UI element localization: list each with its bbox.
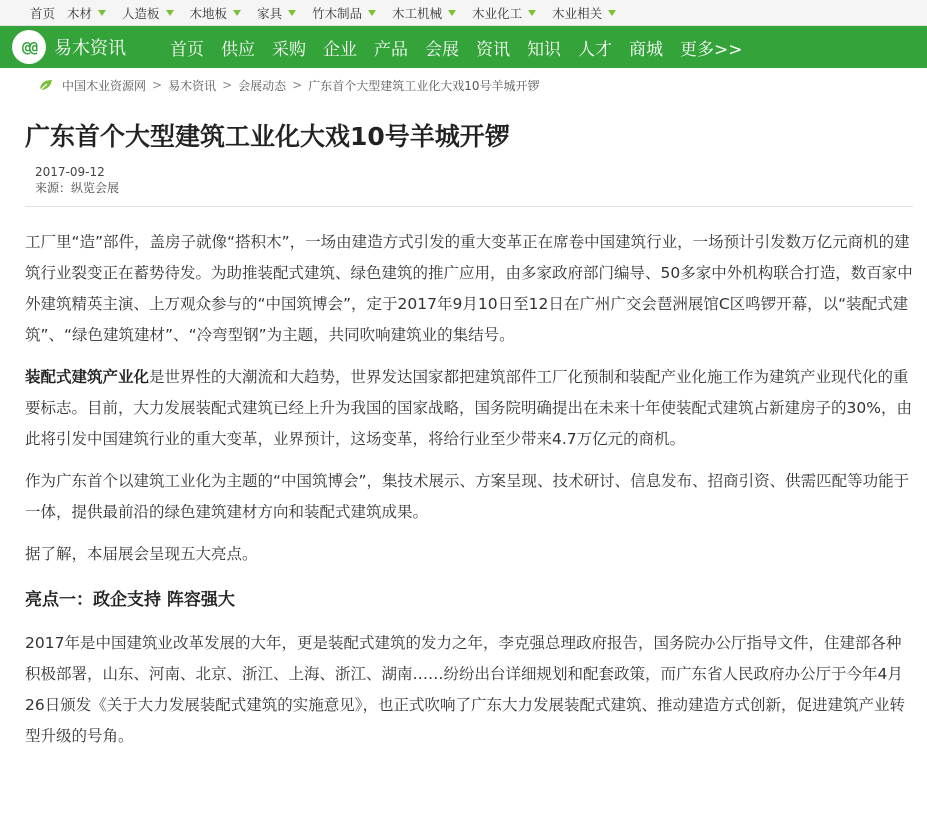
nav-item-exhibition[interactable]: 会展 <box>425 39 459 60</box>
top-category-label: 木地板 <box>189 5 228 21</box>
top-category-label: 木材 <box>67 5 93 21</box>
dropdown-triangle-icon <box>448 10 456 16</box>
breadcrumb-item-news[interactable]: 易木资讯 <box>168 78 217 93</box>
article-meta <box>25 164 913 196</box>
paragraph-5: 2017年是中国建筑业改革发展的大年，更是装配式建筑的发力之年，李克强总理政府报告，国务院办公厅指导文件，住建部各种积极部署，山东、河南、北京、浙江、上海、浙江、湖南……纷纷出台详细规划和配套政策，而广东省人民政府办公厅于今年4月26日颁发《关于大力发展装配式建筑的实施意见》，也正式吹响了广东大力发展装配式建筑、推动建造方式创新，促进建筑产业转型升级的号角。 <box>25 634 905 745</box>
breadcrumb-separator: > <box>292 78 303 92</box>
nav-item-knowledge[interactable]: 知识 <box>527 39 561 60</box>
top-category-label: 人造板 <box>122 5 160 21</box>
brand-name: 易木资讯 <box>54 38 126 59</box>
dropdown-triangle-icon <box>166 10 174 16</box>
main-nav-bar <box>0 26 927 68</box>
paragraph-3: 作为广东首个以建筑工业化为主题的“中国筑博会”，集技术展示、方案呈现、技术研讨、信息发布、招商引资、供需匹配等功能于一体，提供最前沿的绿色建筑建材方向和装配式建筑成果。 <box>25 472 910 521</box>
article <box>0 120 927 752</box>
breadcrumb-item-current: 广东首个大型建筑工业化大戏10号羊城开锣 <box>308 78 540 93</box>
nav-item-news[interactable]: 资讯 <box>476 39 510 60</box>
article-source: 来源：纵览会展 <box>35 181 120 195</box>
top-category-related[interactable] <box>552 4 616 22</box>
brand-logo-icon <box>12 30 46 64</box>
top-category-furniture[interactable] <box>257 4 296 22</box>
top-category-machinery[interactable] <box>392 4 456 22</box>
nav-item-purchase[interactable]: 采购 <box>272 39 306 60</box>
paragraph-2 <box>25 362 913 455</box>
nav-item-product[interactable]: 产品 <box>374 39 408 60</box>
article-title: 广东首个大型建筑工业化大戏10号羊城开锣 <box>25 122 510 151</box>
top-category-label: 竹木制品 <box>312 5 363 21</box>
article-body <box>25 227 913 752</box>
breadcrumb-item-exhibition[interactable]: 会展动态 <box>238 78 287 93</box>
divider <box>25 206 913 207</box>
breadcrumb <box>0 68 927 102</box>
paragraph-2-text: 是世界性的大潮流和大趋势，世界发达国家都把建筑部件工厂化预制和装配产业化施工作为建筑产业现代化的重要标志。目前，大力发展装配式建筑已经上升为我国的国家战略，国务院明确提出在未来十年使装配式建筑占新建房子的30%，由此将引发中国建筑行业的重大变革，业界预计，这场变革，将给行业至少带来4.7万亿元的商机。 <box>25 368 912 448</box>
nav-item-supply[interactable]: 供应 <box>221 39 255 60</box>
top-category-panel[interactable] <box>122 4 174 22</box>
dropdown-triangle-icon <box>98 10 106 16</box>
nav-item-home[interactable]: 首页 <box>170 39 204 60</box>
nav-item-company[interactable]: 企业 <box>323 39 357 60</box>
top-category-flooring[interactable] <box>190 4 242 22</box>
breadcrumb-separator: > <box>222 78 233 92</box>
paragraph-4: 据了解，本届展会呈现五大亮点。 <box>25 545 258 563</box>
article-date: 2017-09-12 <box>35 165 105 179</box>
section-heading-1: 亮点一：政企支持 阵容强大 <box>25 590 235 610</box>
breadcrumb-item-site[interactable]: 中国木业资源网 <box>62 78 147 93</box>
logo-text: @@ <box>21 38 37 56</box>
paragraph-1: 工厂里“造”部件，盖房子就像“搭积木”，一场由建造方式引发的重大变革正在席卷中国建筑行业，一场预计引发数万亿元商机的建筑行业裂变正在蓄势待发。为助推装配式建筑、绿色建筑的推广应用，由多家政府部门编导、50多家中外机构联合打造，数百家中外建筑精英主演、上万观众参与的“中国筑博会”，定于2017年9月10日至12日在广州广交会琶洲展馆C区鸣锣开幕，以“装配式建筑”、“绿色建筑建材”、“冷弯型钢”为主题，共同吹响建筑业的集结号。 <box>25 233 913 344</box>
top-category-label: 家具 <box>257 5 283 21</box>
dropdown-triangle-icon <box>233 10 241 16</box>
dropdown-triangle-icon <box>288 10 296 16</box>
nav-item-more[interactable]: 更多>> <box>680 39 743 60</box>
top-category-label: 木业化工 <box>472 5 523 21</box>
leaf-arrow-icon <box>38 78 54 92</box>
main-nav <box>170 35 760 60</box>
top-category-chemical[interactable] <box>472 4 536 22</box>
top-category-wood[interactable] <box>67 4 106 22</box>
paragraph-2-bold: 装配式建筑产业化 <box>25 368 150 386</box>
brand[interactable] <box>0 30 170 64</box>
nav-item-mall[interactable]: 商城 <box>629 39 663 60</box>
top-category-bar <box>0 0 927 26</box>
top-category-label: 木工机械 <box>392 5 443 21</box>
nav-item-talent[interactable]: 人才 <box>578 39 612 60</box>
dropdown-triangle-icon <box>528 10 536 16</box>
top-category-label: 木业相关 <box>552 5 603 21</box>
dropdown-triangle-icon <box>368 10 376 16</box>
breadcrumb-separator: > <box>152 78 163 92</box>
dropdown-triangle-icon <box>608 10 616 16</box>
top-home-link[interactable]: 首页 <box>30 5 56 21</box>
top-category-bamboo[interactable] <box>312 4 376 22</box>
